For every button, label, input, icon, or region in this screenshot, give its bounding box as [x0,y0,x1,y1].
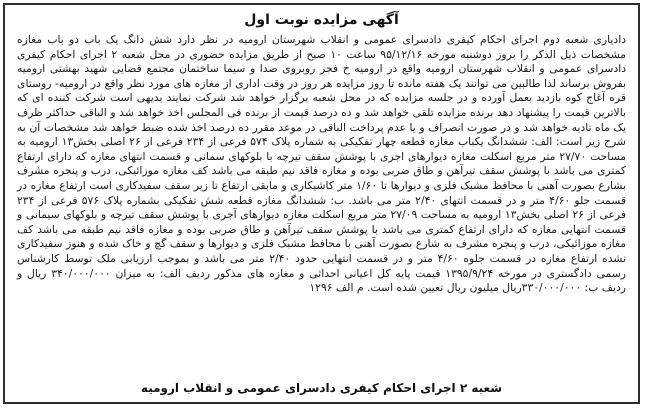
notice-body: دادیاری شعبه دوم اجرای احکام کیفری دادسرای عمومی و انقلاب شهرستان ارومیه در نظر دارد شش دانگ یک باب دو باب مغازه مشخصات ذیل الذکر را بروز دوشنبه مورخه ۹۵/۱۲/۱۶ ساعت ۱۰ صبح از طریق مزایده حضوری در محل شعبه ۲ اجرای احکام کیفری دادسرای عمومی و انقلاب شهرستان ارومیه واقع در ارومیه خ فجر روبروی صدا و سیما ساختمان مجتمع قضایی شهید بهشتی ارومیه بفروش برساند لذا طالبین می توانند یک هفته مانده تا روز مزایده هر روز در وقت اداری از مغازه های مورد نظر واقع در ارومیه- روستای قره آغاج کوه بازدید بعمل آورده و در جلسه مزایده که در محل شعبه برگزار خواهد شد شرکت نمایند بدیهی است شرکت کننده ای که بالاترین قیمت را پیشنهاد دهد برنده مزایده تلقی خواهد شد و ده درصد قیمت از برنده فی المجلس اخذ خواهد شد و الباقی حداکثر ظرف یک ماه تادیه خواهد شد و در صورت انصراف و یا عدم پرداخت الباقی در موعد مقرر ده درصد اخذ شده ضبط خواهد شد مشخصات آن به شرح زیر است: الف: ششدانگ یکباب مغازه قطعه چهار تفکیکی به شماره پلاک ۵۷۴ فرعی از ۲۳۴ فرعی از ۲۶ اصلی بخش۱۳ ارومیه به مساحت ۲۷/۷۰ متر مربع اسکلت مغازه دیوارهای اجری با پوشش سقف تیرچه با بلوکهای سمانی و قسمت انتهای مغازه که دارای ارتفاع کمتری می باشد با پوشش سقف تیرآهن و طاق ضربی بوده و مغازه فاقد نیم طبقه می باشد کف مغازه موزائیکی، درب و پنجره مشرف بشارع بصورت آهنی با محافظ مشبک فلزی و دیوارها تا ۱/۶۰ متر کاشیکاری و مابقی ارتفاع تا زیر سقف سفیدکاری است ارتفاع مغازه در قسمت جلو ۴/۶۰ متر و در قسمت انتهای ۲/۴۰ متر می باشد. ب: ششدانگ مغازه قطعه شش تفکیکی بشماره پلاک ۵۷۶ فرعی از ۲۳۴ فرعی از ۲۶ اصلی بخش۱۳ ارومیه به مساحت ۲۷/۰۹ متر مربع اسکلت مغازه دیوارهای آجری با پوشش سقف تیرچه و بلوکهای سیمانی و قسمت انتهایی مغازه که دارای ارتفاع کمتری می باشد با پوشش سقف تیرآهن و طاق ضربی بوده و مغازه فاقد نیم طبقه می باشد کف مغازه موزائیکی، درب و پنجره مشرف به شارع بصورت آهنی با محافظ مشبک فلزی و دیوارها و سقف گچ و خاک شده و هنوز سفیدکاری نشده ارتفاع مغازه در قسمت جلوه ۴/۶۰ متر و در قسمت انتهایی حدود ۲/۴۰ متر می باشد و بموجب ارزیابی ملک توسط کارشناس رسمی دادگستری در مورخه ۱۳۹۵/۹/۲۴ قیمت پایه کل اعیانی احداثی و مغازه های مذکور ردیف الف: به میزان ۳۴۰/۰۰۰/۰۰۰ ریال و ردیف ب: ۳۳۰/۰۰۰/۰۰۰ریال میلیون ریال تعیین شده است. م الف ۱۲۹۶ [17,33,627,295]
notice-title: آگهی مزایده نوبت اول [244,12,399,28]
notice-frame [3,3,640,404]
notice-signature: شعبه ۲ اجرای احکام کیفری دادسرای عمومی و انقلاب ارومیه [140,381,503,395]
